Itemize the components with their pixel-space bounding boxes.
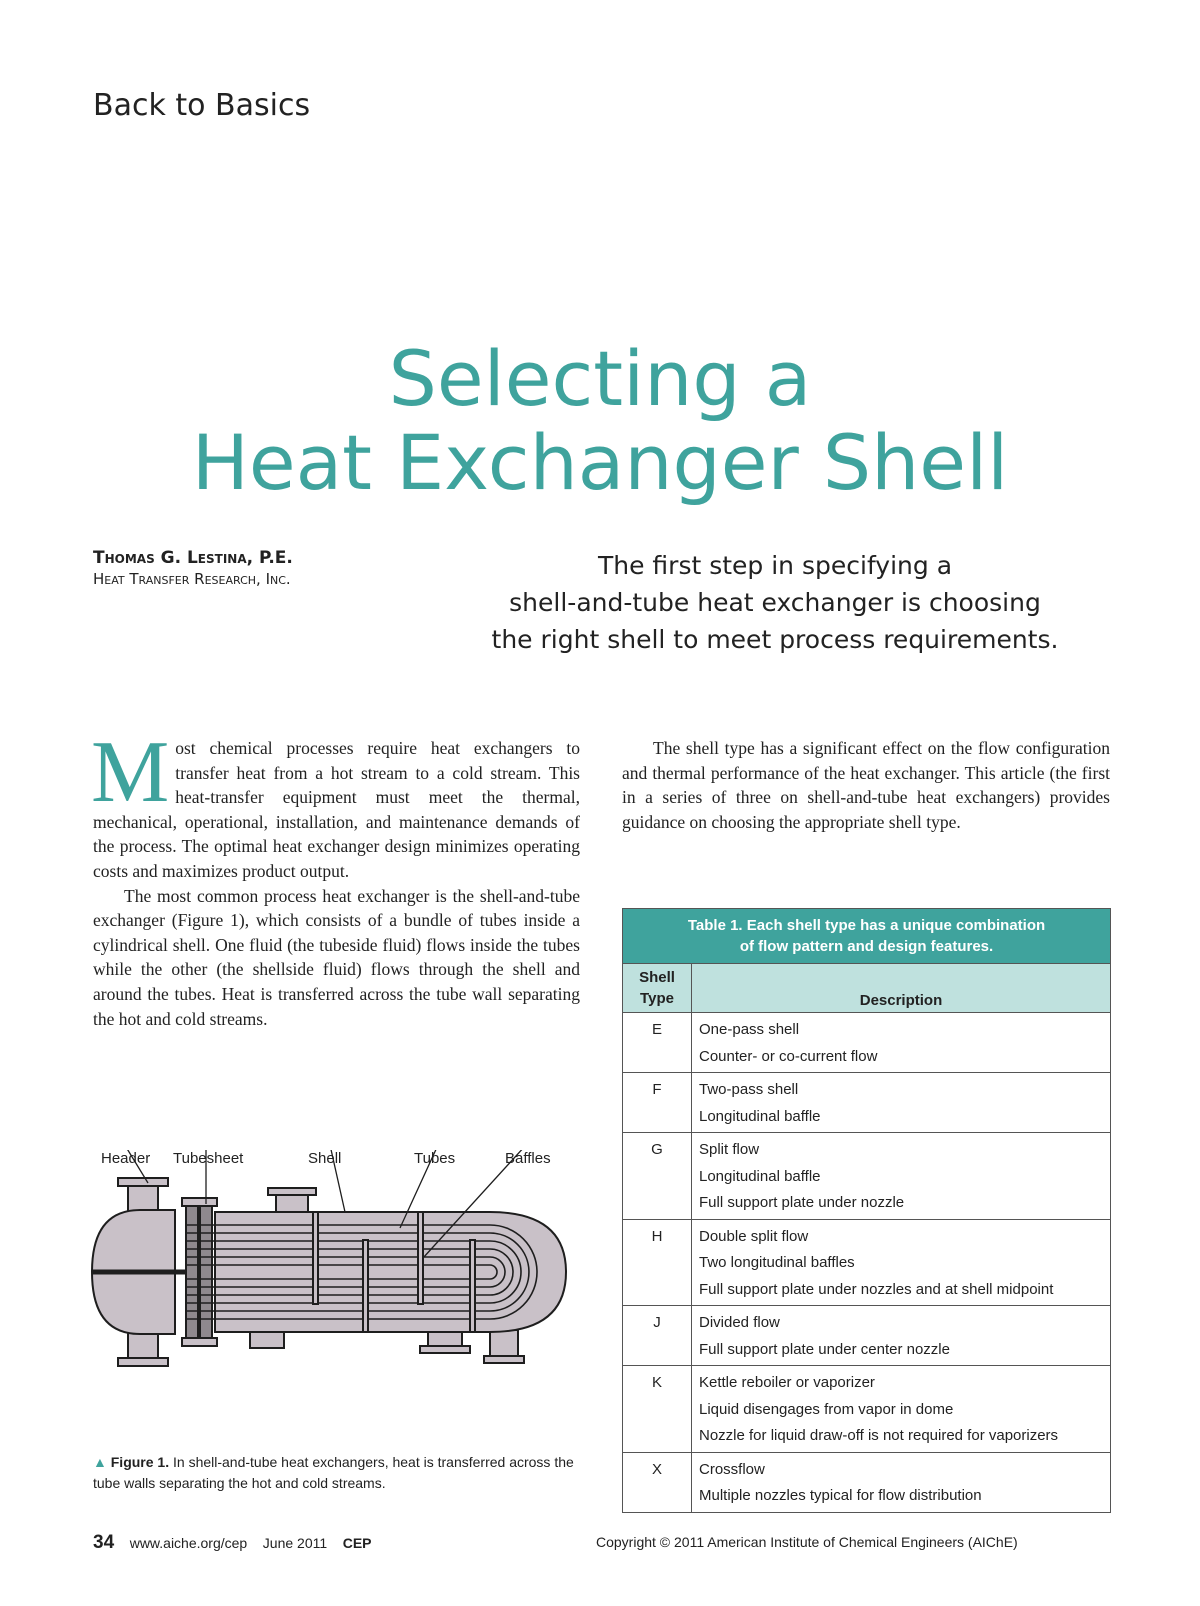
section-label: Back to Basics (93, 88, 311, 123)
description-line: Double split flow (699, 1227, 809, 1245)
description-cell (692, 1306, 1111, 1366)
shell-outlet-flange (420, 1346, 470, 1353)
figure-caption-text: In shell-and-tube heat exchangers, heat is transferred across the tube walls separating the hot and cold streams. (93, 1454, 574, 1491)
description-line: Multiple nozzles typical for flow distribution (699, 1487, 982, 1504)
body-paragraph-1-text: ost chemical processes require heat exchangers to transfer heat from a hot stream to a cold stream. This heat-transfer equipment must meet the thermal, mechanical, operational, installation, and maintenance demands of the process. The optimal heat exchanger design minimizes operating costs and maximizes product output. (93, 738, 580, 881)
deck-line-1: The first step in specifying a (597, 551, 953, 580)
table-row (623, 1366, 1111, 1453)
description-cell (692, 1073, 1111, 1133)
description-line: Two longitudinal baffles (699, 1254, 855, 1271)
tubesheet-left (186, 1202, 198, 1342)
author-name: Thomas G. Lestina, P.E. (93, 548, 293, 568)
footer-left (93, 1532, 372, 1554)
table-row (623, 1133, 1111, 1220)
shell-type-cell: F (623, 1073, 692, 1133)
table-row (623, 1452, 1111, 1512)
description-line: Longitudinal baffle (699, 1167, 821, 1185)
tubesheet-right (200, 1202, 212, 1342)
table-row (623, 1013, 1111, 1073)
figure-label-header: Header (101, 1150, 151, 1167)
author-block (93, 548, 293, 588)
shell-type-table (622, 908, 1111, 1513)
author-organization: Heat Transfer Research, Inc. (93, 570, 291, 588)
shell-type-cell: J (623, 1306, 692, 1366)
header-top-flange (118, 1178, 168, 1186)
article-deck (455, 547, 1095, 658)
baffle-4 (470, 1240, 475, 1332)
description-line: Split flow (699, 1141, 760, 1158)
body-paragraph-3: The shell type has a significant effect on the flow configuration and thermal performance of the heat exchanger. This article (the first in a series of three on shell-and-tube heat exchangers) provides guidance on choosing the appropriate shell type. (622, 738, 1110, 832)
description-line: Nozzle for liquid draw-off is not required for vaporizers (699, 1427, 1059, 1444)
footer-date: June 2011 (262, 1535, 328, 1551)
shell-type-cell: H (623, 1219, 692, 1306)
description-line: Full support plate under nozzles and at shell midpoint (699, 1280, 1054, 1298)
description-cell (692, 1013, 1111, 1073)
description-line: One-pass shell (699, 1021, 800, 1038)
triangle-icon: ▲ (93, 1454, 107, 1470)
deck-line-2: shell-and-tube heat exchanger is choosing (509, 588, 1041, 617)
description-cell (692, 1133, 1111, 1220)
table-row (623, 1219, 1111, 1306)
table-header-shell-type: Shell Type (623, 964, 692, 1013)
tubesheet-top-flange (182, 1198, 217, 1206)
shell-type-cell: E (623, 1013, 692, 1073)
figure-label-tubes: Tubes (414, 1150, 456, 1167)
description-line: Full support plate under nozzle (699, 1194, 905, 1211)
tubesheet-bottom-flange (182, 1338, 217, 1346)
description-cell (692, 1452, 1111, 1512)
leader-shell (330, 1150, 345, 1212)
description-line: Kettle reboiler or vaporizer (699, 1374, 875, 1391)
baffle-3 (418, 1212, 423, 1304)
description-line: Crossflow (699, 1460, 765, 1478)
table-header-description: Description (692, 964, 1111, 1013)
table-body (623, 1013, 1111, 1513)
shell-type-cell: X (623, 1452, 692, 1512)
body-column-left (91, 724, 580, 1031)
description-line: Longitudinal baffle (699, 1107, 821, 1125)
description-line: Two-pass shell (699, 1081, 799, 1098)
header-top-nozzle (128, 1183, 158, 1213)
figure-number: Figure 1. (110, 1454, 170, 1470)
shell-type-cell: K (623, 1366, 692, 1453)
body-paragraph-1 (91, 724, 580, 884)
page-number: 34 (93, 1532, 115, 1553)
description-line: Counter- or co-current flow (699, 1047, 878, 1065)
article-title (0, 333, 1200, 507)
shell-support-2-base (484, 1356, 524, 1363)
table-row (623, 1306, 1111, 1366)
drop-cap: M (91, 724, 170, 821)
shell-type-cell: G (623, 1133, 692, 1220)
description-line: Divided flow (699, 1314, 780, 1331)
figure-label-shell: Shell (308, 1150, 342, 1167)
title-line-2: Heat Exchanger Shell (191, 417, 1009, 507)
shell-inlet-flange (268, 1188, 316, 1195)
header-bottom-flange (118, 1358, 168, 1366)
baffle-2 (363, 1240, 368, 1332)
table-caption: Table 1. Each shell type has a unique combination of flow pattern and design features. (623, 909, 1111, 964)
title-line-1: Selecting a (388, 333, 812, 423)
description-line: Liquid disengages from vapor in dome (699, 1400, 954, 1418)
description-line: Full support plate under center nozzle (699, 1340, 950, 1358)
body-paragraph-2: The most common process heat exchanger is the shell-and-tube exchanger (Figure 1), which consists of a bundle of tubes inside a cylindrical shell. One fluid (the tubeside fluid) flows inside the tubes while the other (the shellside fluid) flows through the shell and around the tubes. Heat is transferred across the tube wall separating the hot and cold streams. (93, 885, 580, 1029)
heat-exchanger-diagram (88, 1150, 588, 1380)
table-row (623, 1073, 1111, 1133)
figure-label-baffles: Baffles (505, 1150, 551, 1167)
description-cell (692, 1366, 1111, 1453)
description-cell (692, 1219, 1111, 1306)
deck-line-3: the right shell to meet process requirements. (491, 625, 1059, 654)
body-column-right (622, 736, 1110, 834)
figure-label-tubesheet: Tubesheet (173, 1150, 244, 1167)
baffle-1 (313, 1212, 318, 1304)
figure-caption (93, 1452, 583, 1494)
footer-url: www.aiche.org/cep (129, 1535, 248, 1551)
footer-journal: CEP (342, 1535, 372, 1551)
footer-copyright: Copyright © 2011 American Institute of Chemical Engineers (AIChE) (596, 1534, 1018, 1550)
